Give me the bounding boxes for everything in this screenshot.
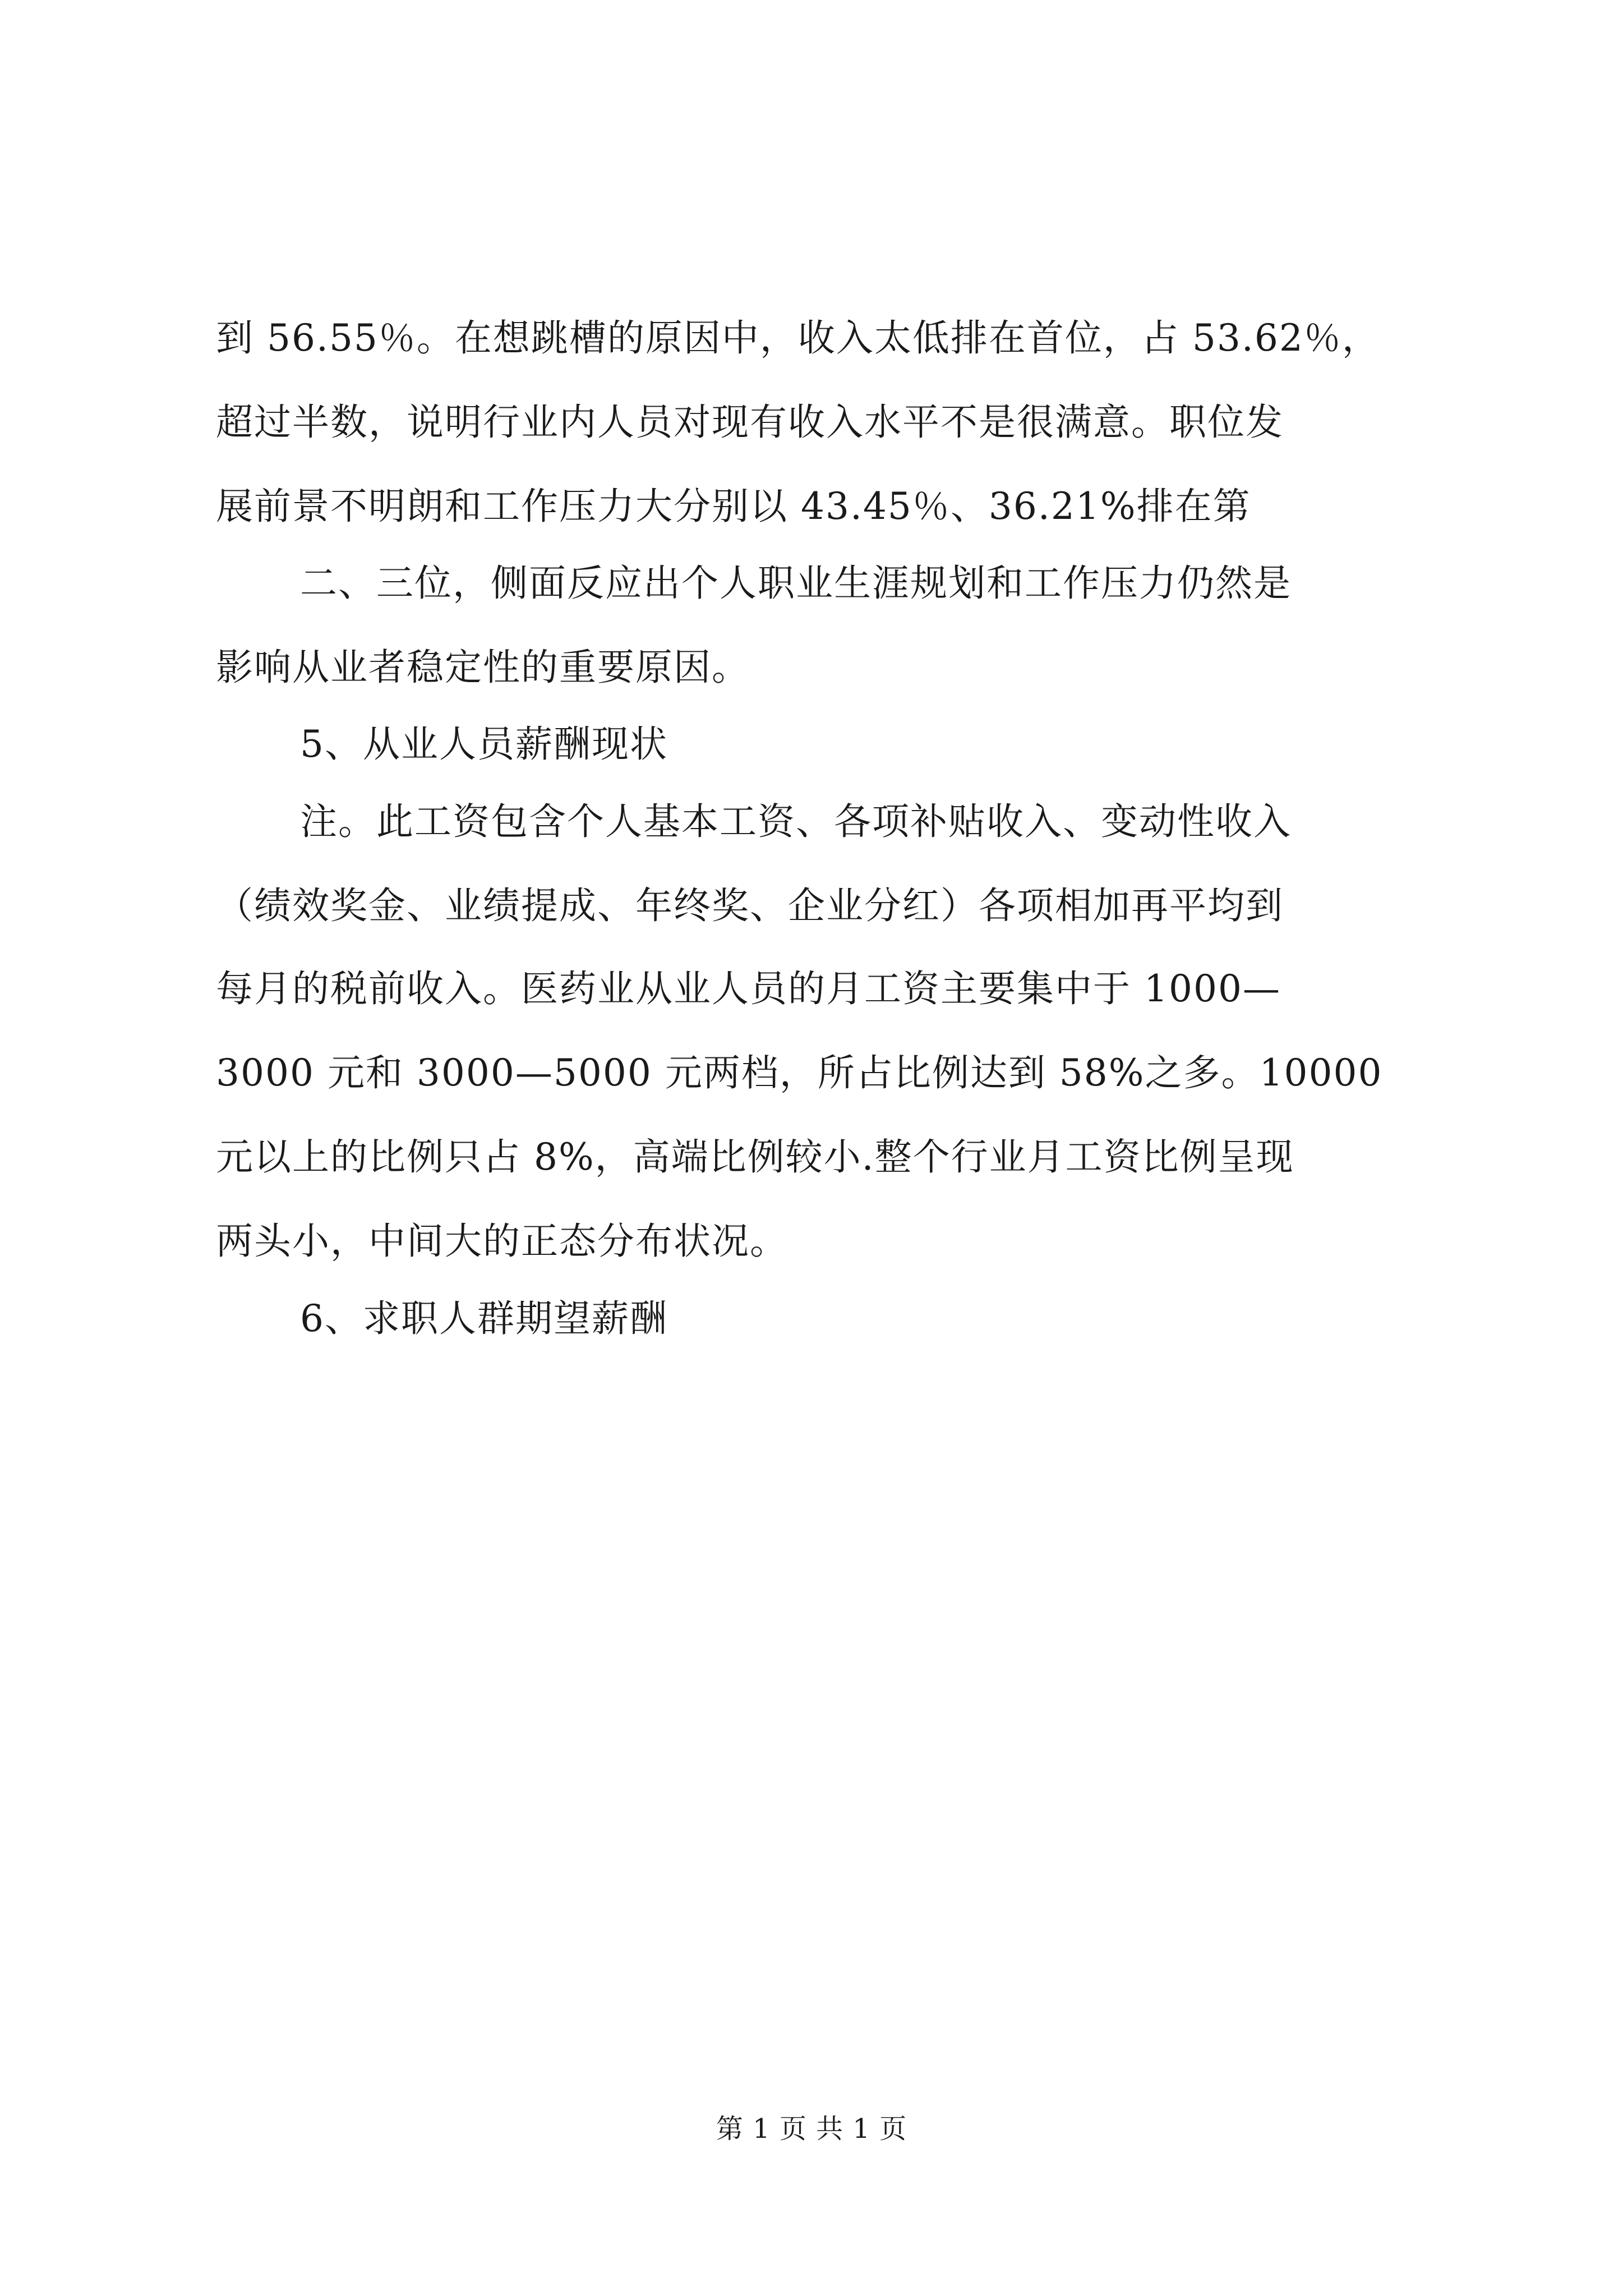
paragraph-line: 注。此工资包含个人基本工资、各项补贴收入、变动性收入	[300, 800, 1292, 843]
paragraph-line: 到 56.55％。在想跳槽的原因中，收入太低排在首位，占 53.62％，	[216, 316, 1380, 360]
paragraph-line: 3000 元和 3000—5000 元两档，所占比例达到 58%之多。10000	[216, 1051, 1383, 1094]
paragraph-line: 元以上的比例只占 8%，高端比例较小.整个行业月工资比例呈现	[216, 1135, 1294, 1179]
paragraph-line: 每月的税前收入。医药业从业人员的月工资主要集中于 1000—	[216, 967, 1281, 1010]
section-heading: 5、从业人员薪酬现状	[300, 723, 668, 766]
paragraph-line: 两头小，中间大的正态分布状况。	[216, 1220, 788, 1263]
paragraph-line: （绩效奖金、业绩提成、年终奖、企业分红）各项相加再平均到	[216, 884, 1284, 927]
section-heading: 6、求职人群期望薪酬	[300, 1297, 668, 1340]
paragraph-line: 二、三位，侧面反应出个人职业生涯规划和工作压力仍然是	[300, 562, 1292, 605]
paragraph-line: 超过半数，说明行业内人员对现有收入水平不是很满意。职位发	[216, 401, 1284, 444]
page-footer: 第 1 页 共 1 页	[716, 2113, 907, 2145]
paragraph-line: 展前景不明朗和工作压力大分别以 43.45％、36.21%排在第	[216, 485, 1251, 528]
paragraph-line: 影响从业者稳定性的重要原因。	[216, 646, 750, 689]
